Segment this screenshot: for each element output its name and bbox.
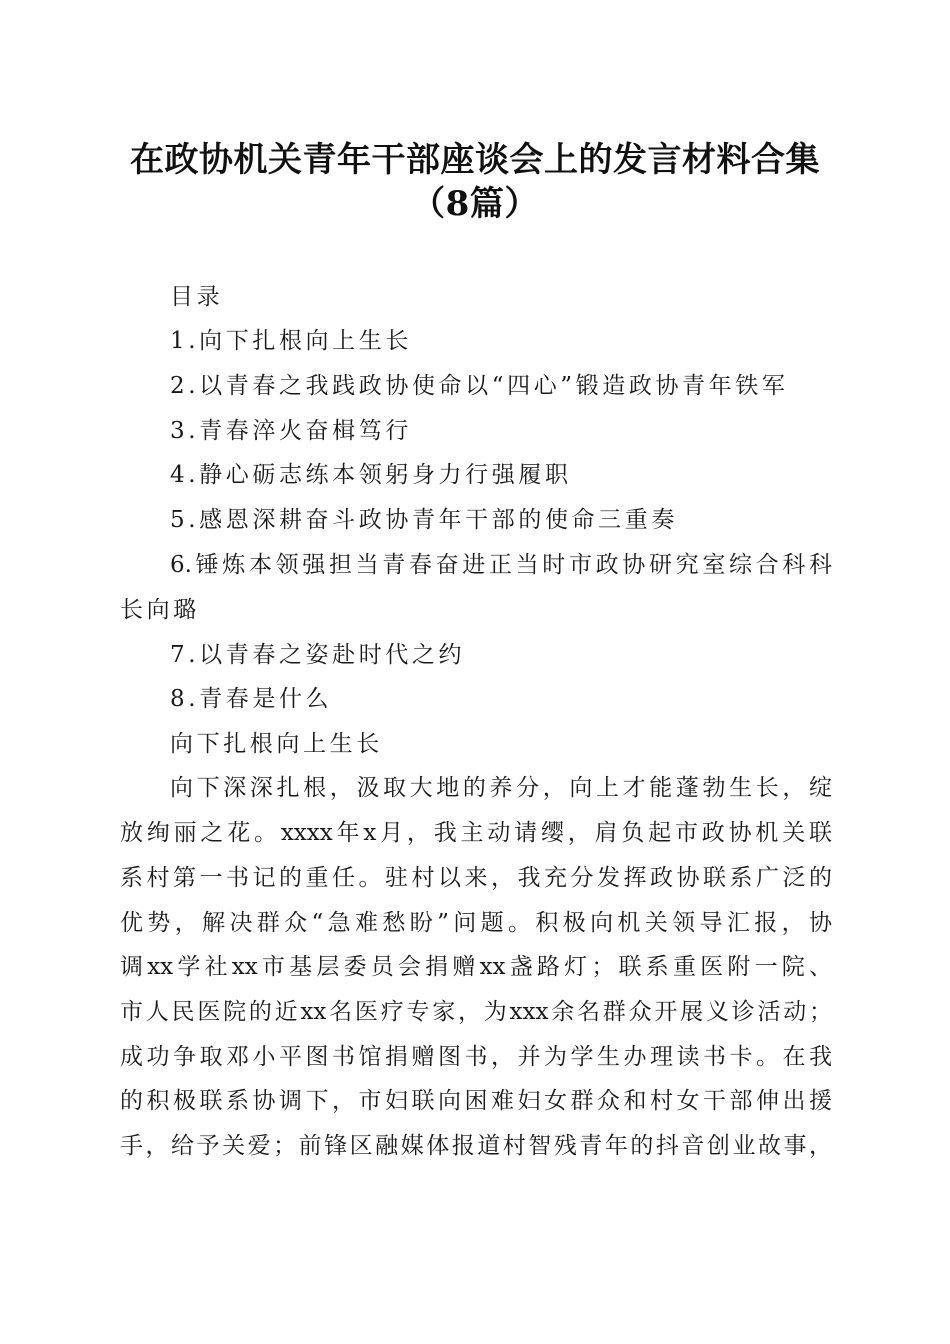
toc-heading: 目录 [170,284,224,310]
toc-item: 4.静心砺志练本领躬身力行强履职 [170,462,572,488]
document-title: 在政协机关青年干部座谈会上的发言材料合集 [130,140,820,180]
body-line: 系村第一书记的重任。驻村以来，我充分发挥政协联系广泛的 [120,865,832,891]
body-line: 放绚丽之花。xxxx年x月，我主动请缨，肩负起市政协机关联 [120,820,832,846]
body-line: 调xx学社xx市基层委员会捐赠xx盏路灯；联系重医附一院、 [120,954,832,980]
toc-item: 7.以青春之姿赴时代之约 [170,642,466,668]
section-heading: 向下扎根向上生长 [170,731,383,757]
document-title-count: （8篇） [411,184,539,224]
body-line: 优势，解决群众“急难愁盼”问题。积极向机关领导汇报，协 [120,910,832,936]
toc-item-continuation: 长向璐 [120,597,200,623]
body-line: 成功争取邓小平图书馆捐赠图书，并为学生办理读书卡。在我 [120,1044,832,1070]
toc-item: 8.青春是什么 [170,686,333,712]
toc-item: 3.青春淬火奋楫笃行 [170,418,412,444]
toc-item: 5.感恩深耕奋斗政协青年干部的使命三重奏 [170,507,678,533]
body-line: 向下深深扎根，汲取大地的养分，向上才能蓬勃生长，绽 [170,775,832,801]
body-line: 手，给予关爱；前锋区融媒体报道村智残青年的抖音创业故事， [120,1133,832,1159]
toc-item: 6.锤炼本领强担当青春奋进正当时市政协研究室综合科科 [170,552,832,578]
body-line: 市人民医院的近xx名医疗专家，为xxx余名群众开展义诊活动； [120,999,832,1025]
toc-item: 1.向下扎根向上生长 [170,328,412,354]
toc-item: 2.以青春之我践政协使命以“四心”锻造政协青年铁军 [170,373,789,399]
body-line: 的积极联系协调下，市妇联向困难妇女群众和村女干部伸出援 [120,1088,832,1114]
